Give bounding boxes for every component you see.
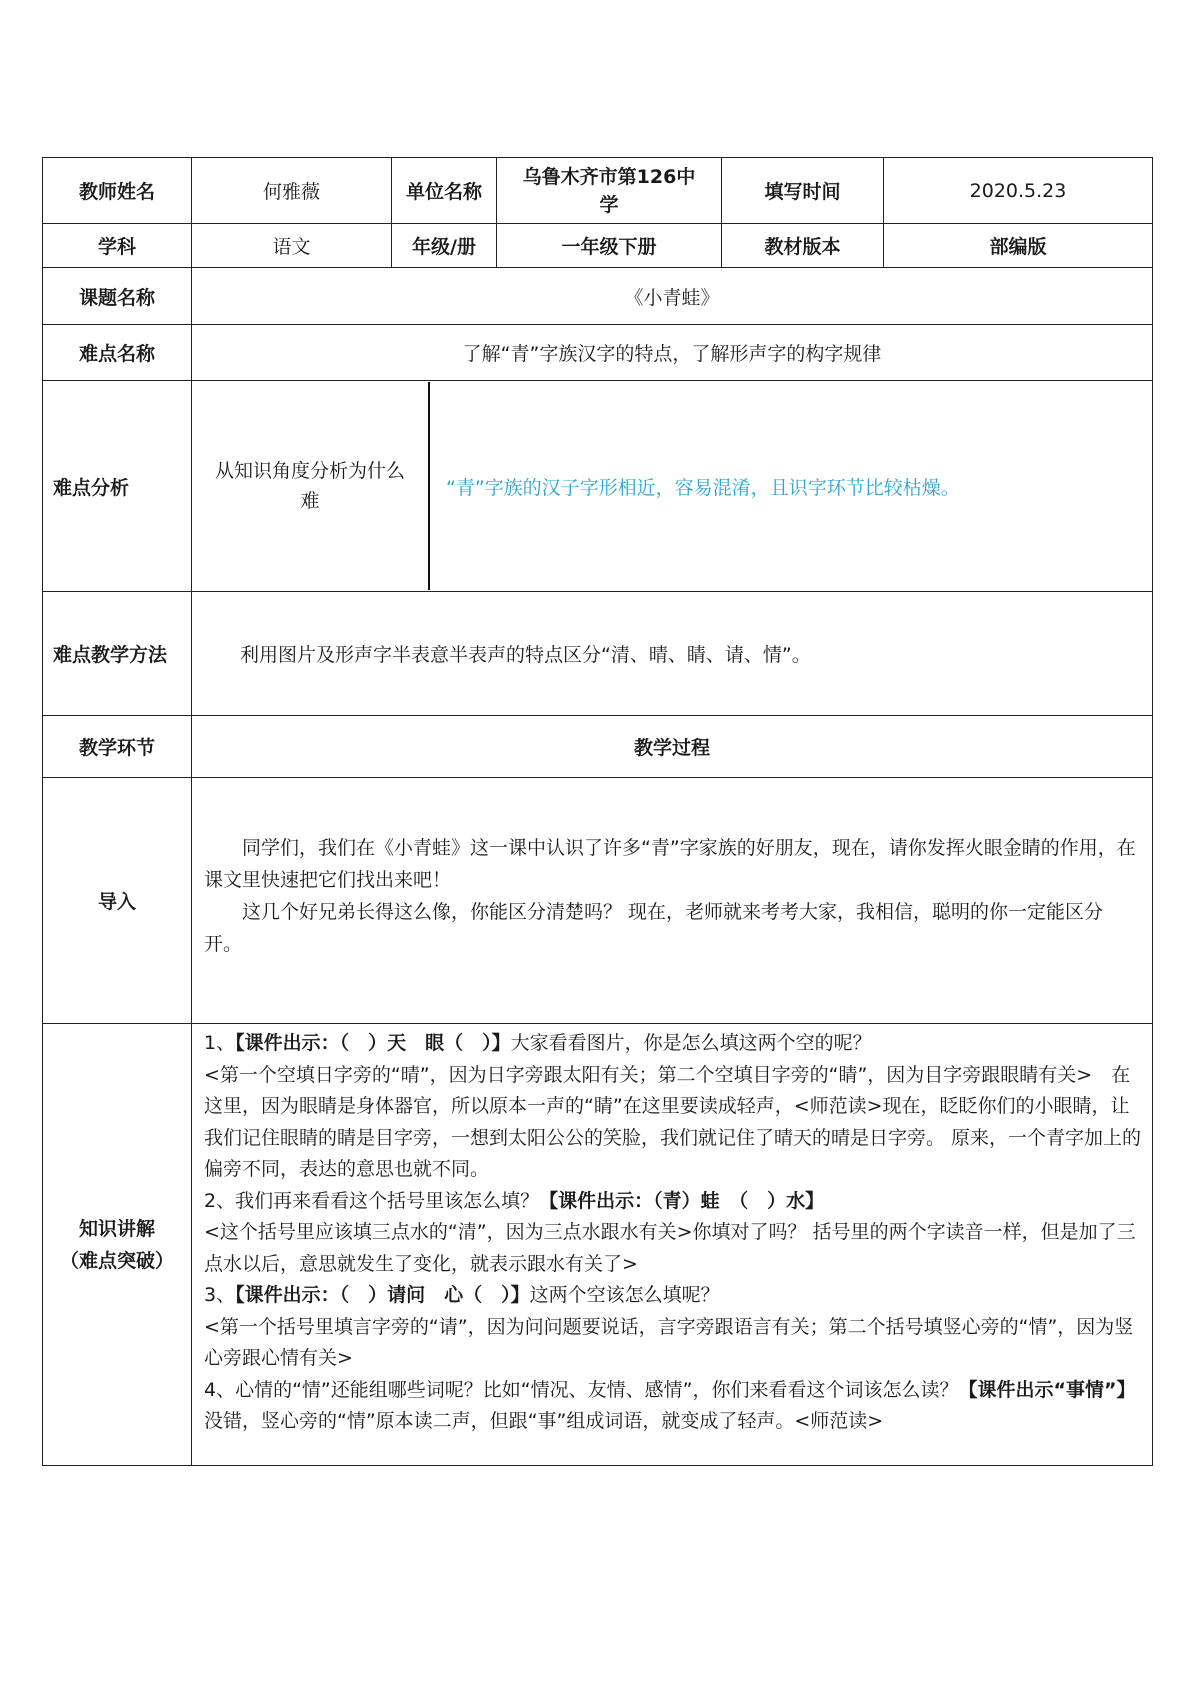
edition-value: 部编版 — [884, 224, 1153, 268]
item-4-courseware: 【课件出示“事情”】 — [958, 1378, 1136, 1401]
knowledge-row — [43, 1024, 1153, 1466]
item-1-prefix: 1、 — [204, 1032, 236, 1054]
difficulty-value: 了解“青”字族汉字的特点，了解形声字的构字规律 — [192, 325, 1153, 381]
lesson-plan-table — [42, 157, 1153, 1466]
item-3-prefix: 3、 — [204, 1284, 236, 1306]
method-label: 难点教学方法 — [43, 592, 192, 716]
analysis-value: “青”字族的汉子字形相近，容易混淆，且识字环节比较枯燥。 — [446, 476, 960, 499]
knowledge-item-2 — [204, 1186, 1142, 1218]
topic-value: 《小青蛙》 — [192, 268, 1153, 325]
intro-label: 导入 — [43, 778, 192, 1024]
item-3-courseware: 【课件出示：（ ）请问 心（ ）】 — [235, 1284, 530, 1306]
header-row-2 — [43, 224, 1153, 268]
knowledge-label-line1: 知识讲解 — [78, 1217, 155, 1240]
topic-row — [43, 268, 1153, 325]
knowledge-item-3-detail: <第一个括号里填言字旁的“请”，因为问问题要说话，言字旁跟语言有关；第二个括号填竖心旁的“情”，因为竖心旁跟心情有关> — [204, 1315, 1134, 1369]
difficulty-label: 难点名称 — [43, 325, 192, 381]
process-value: 教学过程 — [192, 716, 1153, 778]
knowledge-item-3 — [204, 1280, 1142, 1312]
process-header-row — [43, 716, 1153, 778]
item-1-text: 大家看看图片，你是怎么填这两个空的呢？ — [510, 1032, 872, 1054]
fill-time-value: 2020.5.23 — [884, 158, 1153, 224]
knowledge-label-line2: （难点突破） — [59, 1249, 174, 1272]
edition-label: 教材版本 — [722, 224, 884, 268]
process-label: 教学环节 — [43, 716, 192, 778]
subject-value: 语文 — [192, 224, 392, 268]
teacher-value: 何雅薇 — [192, 158, 392, 224]
analysis-row — [43, 381, 1153, 592]
unit-label: 单位名称 — [392, 158, 497, 224]
item-2-text: 2、我们再来看看这个括号里该怎么填？ — [204, 1189, 540, 1212]
method-row — [43, 592, 1153, 716]
analysis-label: 难点分析 — [43, 381, 192, 592]
intro-content — [192, 778, 1153, 1024]
knowledge-item-4 — [204, 1375, 1142, 1438]
grade-value: 一年级下册 — [497, 224, 722, 268]
topic-label: 课题名称 — [43, 268, 192, 325]
header-row-1 — [43, 158, 1153, 224]
knowledge-item-1 — [204, 1028, 1142, 1060]
analysis-inner — [192, 382, 1152, 590]
method-value: 利用图片及形声字半表意半表声的特点区分“清、晴、睛、请、情”。 — [192, 592, 1153, 716]
analysis-content — [192, 381, 1153, 592]
difficulty-row — [43, 325, 1153, 381]
item-3-text: 这两个空该怎么填呢？ — [529, 1284, 720, 1306]
item-2-courseware: 【课件出示：（青）蛙 （ ）水】 — [539, 1189, 825, 1212]
knowledge-item-1-detail: <第一个空填日字旁的“晴”，因为日字旁跟太阳有关；第二个空填目字旁的“睛”，因为目字旁跟眼睛有关> 在这里，因为眼睛是身体器官，所以原本一声的“睛”在这里要读成轻声，<师范读>现在，眨眨你们的小眼睛，让我们记住眼睛的睛是目字旁，一想到太阳公公的笑脸，我们就记住了晴天的晴是日字旁。 原来，一个青字加上的偏旁不同，表达的意思也就不同。 — [204, 1063, 1142, 1180]
knowledge-label — [43, 1024, 192, 1466]
knowledge-item-2-detail: <这个括号里应该填三点水的“清”，因为三点水跟水有关>你填对了吗？ 括号里的两个字读音一样，但是加了三点水以后，意思就发生了变化，就表示跟水有关了> — [204, 1221, 1136, 1275]
item-4-detail: 没错，竖心旁的“情”原本读二声，但跟“事”组成词语，就变成了轻声。<师范读> — [204, 1410, 884, 1432]
item-4-text: 4、心情的“情”还能组哪些词呢？比如“情况、友情、感情”，你们来看看这个词该怎么读？ — [204, 1378, 959, 1401]
subject-label: 学科 — [43, 224, 192, 268]
teacher-label: 教师姓名 — [43, 158, 192, 224]
intro-row — [43, 778, 1153, 1024]
grade-label: 年级/册 — [392, 224, 497, 268]
item-1-courseware: 【课件出示：（ ）天 眼（ ）】 — [235, 1032, 511, 1054]
intro-para-2: 这几个好兄弟长得这么像，你能区分清楚吗？ 现在，老师就来考考大家，我相信，聪明的你一定能区分开。 — [204, 900, 1104, 955]
fill-time-label: 填写时间 — [722, 158, 884, 224]
intro-para-1: 同学们，我们在《小青蛙》这一课中认识了许多“青”字家族的好朋友，现在，请你发挥火眼金睛的作用，在课文里快速把它们找出来吧！ — [204, 836, 1136, 891]
unit-value: 乌鲁木齐市第126中学 — [497, 158, 722, 224]
analysis-sub-label: 从知识角度分析为什么难 — [192, 382, 429, 590]
knowledge-content — [192, 1024, 1153, 1466]
